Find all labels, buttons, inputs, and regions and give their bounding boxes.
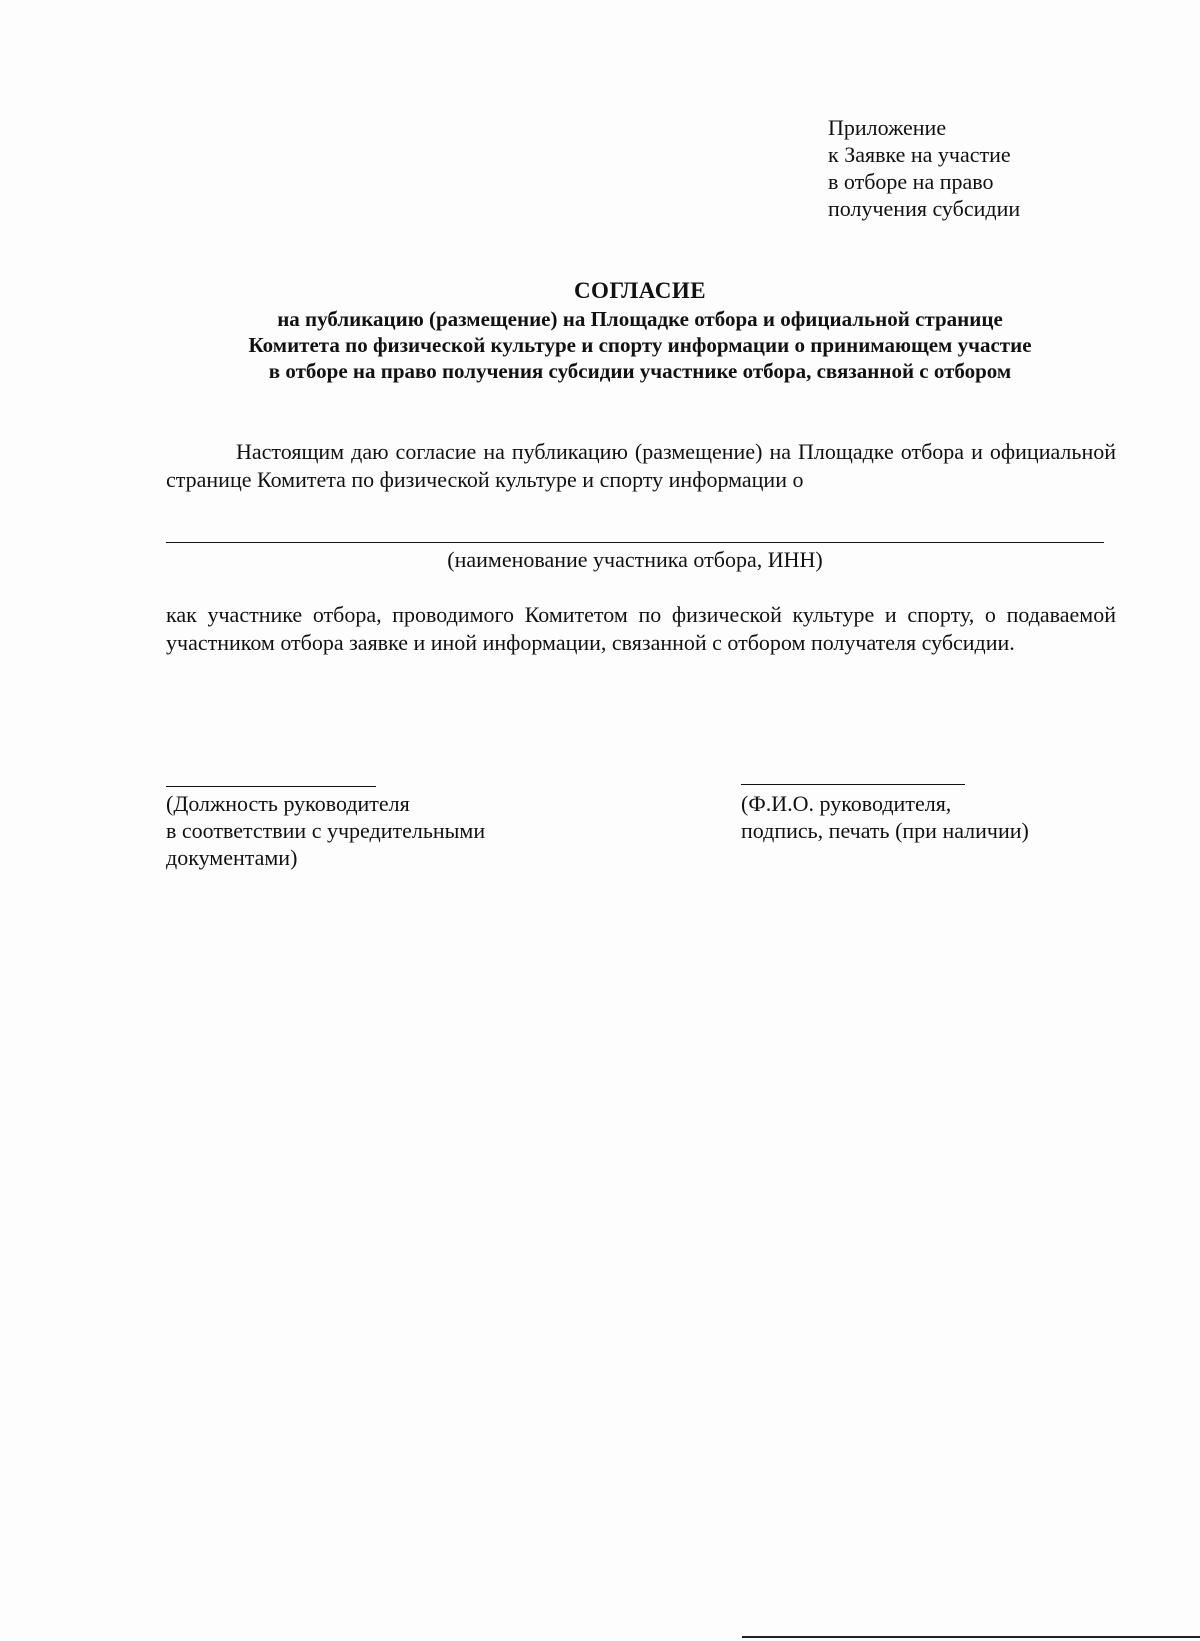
annex-line-4: получения субсидии <box>828 196 1021 221</box>
document-title-block <box>150 276 1130 384</box>
document-subtitle-line-2: Комитета по физической культуре и спорту информации о принимающем участие <box>248 333 1032 357</box>
annex-header <box>828 114 1020 222</box>
scan-edge-line <box>742 1636 1200 1638</box>
document-subtitle-line-3: в отборе на право получения субсидии участнике отбора, связанной с отбором <box>268 359 1012 383</box>
consent-paragraph-1 <box>166 438 1116 494</box>
annex-line-3: в отборе на право <box>828 169 994 194</box>
head-caption-line-1: (Ф.И.О. руководителя, <box>741 791 952 816</box>
consent-paragraph-1-text: Настоящим даю согласие на публикацию (размещение) на Площадке отбора и официальной странице Комитета по физической культуре и спорту информации о <box>166 439 1116 492</box>
position-caption-line-2: в соответствии с учредительными <box>166 818 486 843</box>
head-caption-line-2: подпись, печать (при наличии) <box>741 818 1029 843</box>
participant-name-caption: (наименование участника отбора, ИНН) <box>447 547 823 572</box>
head-signature-caption <box>741 790 1029 844</box>
position-caption-line-1: (Должность руководителя <box>166 791 410 816</box>
consent-paragraph-2: как участнике отбора, проводимого Комитетом по физической культуре и спорту, о подаваемой участником отбора заявке и иной информации, связанной с отбором получателя субсидии. <box>166 602 1116 655</box>
head-signature-line <box>741 784 965 785</box>
annex-line-2: к Заявке на участие <box>828 142 1011 167</box>
annex-line-1: Приложение <box>828 115 947 140</box>
position-signature-line <box>166 786 376 787</box>
position-caption-line-3: документами) <box>166 845 298 870</box>
participant-name-fill-line <box>166 542 1104 543</box>
document-subtitle-line-1: на публикацию (размещение) на Площадке отбора и официальной странице <box>277 307 1003 331</box>
document-title: СОГЛАСИЕ <box>573 278 707 303</box>
position-signature-caption <box>166 790 485 871</box>
